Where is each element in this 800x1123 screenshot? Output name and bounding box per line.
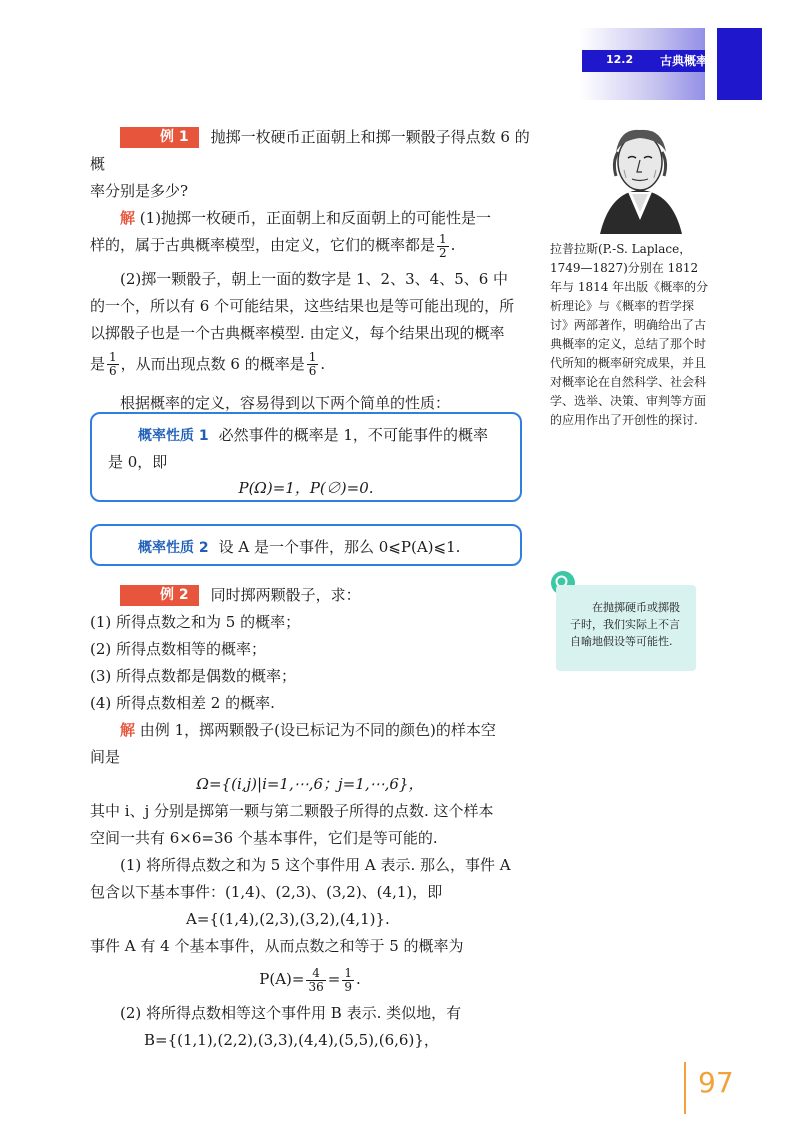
laplace-portrait [580, 122, 700, 234]
fraction: $\frac{1}{9}$ [344, 965, 352, 994]
fraction: $\frac{4}{36}$ [308, 965, 324, 994]
side-note: 在抛掷硬币或掷骰子时，我们实际上不言自喻地假设等可能性. [556, 585, 696, 671]
list-item: (3) 所得点数都是偶数的概率； [90, 667, 297, 685]
solution-label: 解 [120, 721, 136, 739]
fraction: $\frac{1}{6}$ [109, 350, 117, 378]
list-item: (2) 所得点数相等的概率； [90, 640, 267, 658]
example-1: 例 1 抛掷一枚硬币正面朝上和掷一颗骰子得点数 6 的概 率分别是多少? 解 (1)抛掷一枚硬币，正面朝上和反面朝上的可能性是一 样的，属于古典概率模型，由定义，它们的概率都是 $\frac{1}{2}$ . (2)掷一颗骰子，朝上一面的数字是 1、2、3、4、5、6 中 的一个，所以有 6 个可能结果，这些结果也是等可能出现的，所 以掷骰子也是一个古典概率模型. 由定义，每个结果出现的概率 是 $\frac{1}{6}$ ，从而出现点数 6 的概率是 $\frac{1}{6}$ . 根据概率的定义，容易得到以下两个简单的性质： [90, 128, 530, 412]
example-1-label: 例 1 [120, 127, 199, 148]
list-item: (1) 所得点数之和为 5 的概率； [90, 613, 301, 631]
property-2-box: 概率性质 2 设 A 是一个事件，那么 0⩽P(A)⩽1. [90, 524, 522, 566]
property-1-title: 概率性质 1 [138, 428, 209, 444]
property-1-box: 概率性质 1 必然事件的概率是 1，不可能事件的概率 是 0，即 P(Ω)=1，P(∅)=0. [90, 412, 522, 502]
example-2-label: 例 2 [120, 585, 199, 606]
property-2-title: 概率性质 2 [138, 540, 209, 556]
section-title: 古典概率 [660, 54, 709, 68]
sample-space: Ω={(i,j)|i=1,⋯,6；j=1,⋯,6}， [196, 775, 424, 793]
fraction: $\frac{1}{6}$ [308, 350, 317, 378]
set-a: A={(1,4),(2,3),(3,2),(4,1)}. [186, 910, 390, 928]
set-b: B={(1,1),(2,2),(3,3),(4,4),(5,5),(6,6)}， [144, 1030, 439, 1049]
example-2: 例 2 同时掷两颗骰子，求： (1) 所得点数之和为 5 的概率； (2) 所得点数相等的概率； (3) 所得点数都是偶数的概率； (4) 所得点数相差 2 的概率. 解 由例 1，掷两颗骰子(设已标记为不同的颜色)的样本空 间是 Ω={(i,j)|i=1,⋯,6；j=1,⋯,6}， 其中 i、j 分别是掷第一颗与第二颗骰子所得的点数. 这个样本 空间一共有 6×6=36 个基本事件，它们是等可能的. (1) 将所得点数之和为 5 这个事件用 A 表示. 那么，事件 A 包含以下基本事件：(1,4)、(2,3)、(3,2)、(4,1)，即 A={(1,4),(2,3),(3,2),(4,1)}. 事件 A 有 4 个基本事件，从而点数之和等于 5 的概率为 P(A)= $\frac{4}{36}$ = $\frac{1}{9}$ . (2) 将所得点数相等这个事件用 B 表示. 类似地，有 B={(1,1),(2,2),(3,3),(4,4),(5,5),(6,6)}， [90, 582, 530, 1054]
intro-properties: 根据概率的定义，容易得到以下两个简单的性质： [120, 394, 451, 412]
sidebar-bio: 拉普拉斯(P.-S. Laplace，1749—1827)分别在 1812 年与 1814 年出版《概率的分析理论》与《概率的哲学探讨》两部著作，明确给出了古典概率的定义，总结了那个时代所知的概率研究成果，并且对概率论在自然科学、社会科学、选举、决策、审判等方面的应用作出了开创性的探讨. [550, 242, 709, 427]
solution-label: 解 [120, 209, 136, 227]
fraction: $\frac{1}{2}$ [439, 231, 447, 260]
page-number: 97 [698, 1066, 734, 1099]
header-block [717, 28, 762, 100]
list-item: (4) 所得点数相差 2 的概率. [90, 694, 275, 712]
page-number-divider [684, 1062, 686, 1114]
property-1-formula: P(Ω)=1，P(∅)=0. [238, 479, 374, 497]
section-number: 12.2 [606, 53, 634, 66]
